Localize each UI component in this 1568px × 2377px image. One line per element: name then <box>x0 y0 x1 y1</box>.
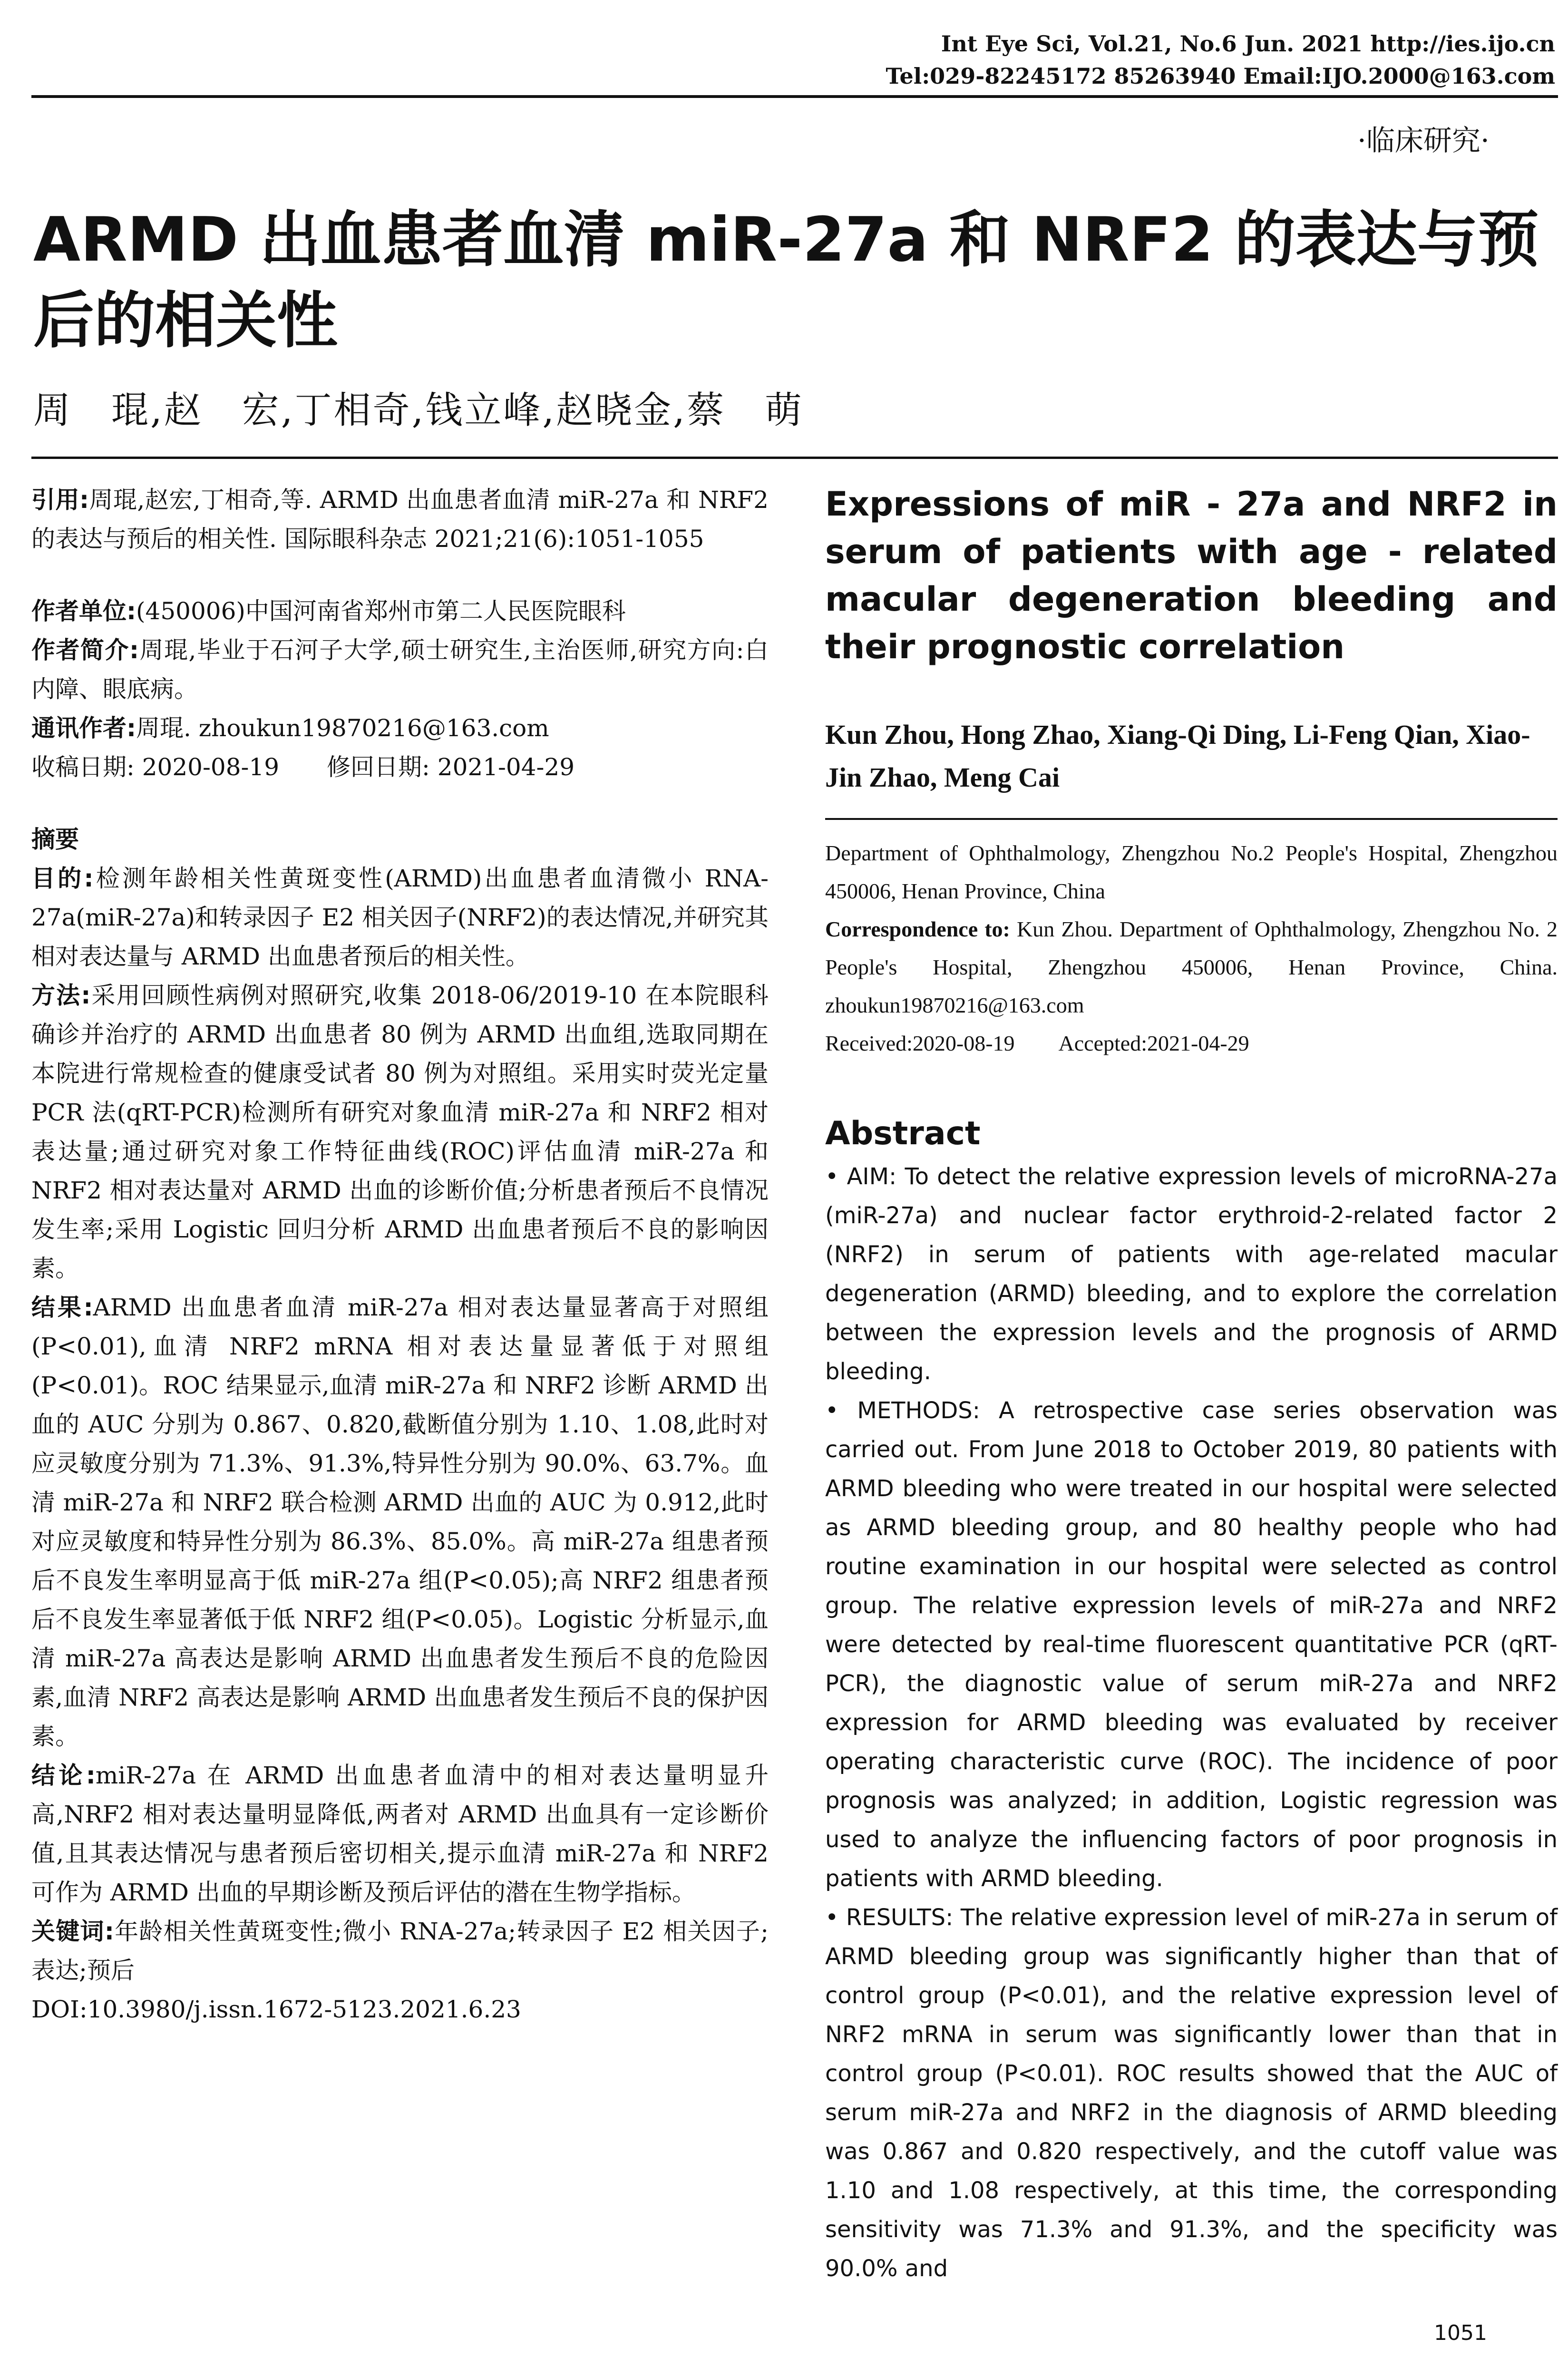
article-title-cn: ARMD 出血患者血清 miR-27a 和 NRF2 的表达与预后的相关性 <box>33 205 1539 356</box>
article-title-en: Expressions of miR - 27a and NRF2 in serum of patients with age - related macular degeneration bleeding and their prognostic correlation <box>825 485 1558 666</box>
abstract-results-en: • RESULTS: The relative expression level of miR-27a in serum of ARMD bleeding group was significantly higher than that of control group (P<0.01), and the relative expression level of NRF2 mRNA in serum was significantly lower than that in control group (P<0.01). ROC results showed that the AUC of serum miR-27a and NRF2 in the diagnosis of ARMD bleeding was 0.867 and 0.820 respectively, and the cutoff value was 1.10 and 1.08 respectively, at this time, the corresponding sensitivity was 71.3% and 91.3%, and the specificity was 90.0% and <box>825 1904 1558 2282</box>
corresponding-author-label: 通讯作者: <box>31 714 136 742</box>
keywords-label: 关键词: <box>31 1918 114 1945</box>
affiliation <box>31 592 769 631</box>
aim-text: 检测年龄相关性黄斑变性(ARMD)出血患者血清微小 RNA-27a(miR-27a)和转录因子 E2 相关因子(NRF2)的表达情况,并研究其相对表达量与 ARMD 出血患者预后的相关性。 <box>31 865 769 970</box>
citation-text: 周琨,赵宏,丁相奇,等. ARMD 出血患者血清 miR-27a 和 NRF2 的表达与预后的相关性. 国际眼科杂志 2021;21(6):1051-1055 <box>31 486 769 553</box>
corresponding-author-text: 周琨. zhoukun19870216@163.com <box>136 714 549 742</box>
left-column <box>31 480 769 2029</box>
corresponding-author <box>31 709 769 748</box>
affiliation-text: (450006)中国河南省郑州市第二人民医院眼科 <box>136 597 626 625</box>
journal-contact: Tel:029-82245172 85263940 Email:IJO.2000@163.com <box>886 63 1555 89</box>
authors-en: Kun Zhou, Hong Zhao, Xiang-Qi Ding, Li-Feng Qian, Xiao-Jin Zhao, Meng Cai <box>825 719 1530 793</box>
right-column <box>825 480 1558 2288</box>
author-bio-label: 作者简介: <box>31 636 139 664</box>
conclusion-text: miR-27a 在 ARMD 出血患者血清中的相对表达量明显升高,NRF2 相对表达量明显降低,两者对 ARMD 出血具有一定诊断价值,且其表达情况与患者预后密切相关,提示血清 miR-27a 和 NRF2 可作为 ARMD 出血的早期诊断及预后评估的潜在生物学指标。 <box>31 1762 769 1906</box>
page-number: 1051 <box>1434 2321 1487 2345</box>
keywords-text: 年龄相关性黄斑变性;微小 RNA-27a;转录因子 E2 相关因子;表达;预后 <box>31 1918 769 1984</box>
citation-label: 引用: <box>31 486 89 514</box>
aim-label: 目的: <box>31 865 94 892</box>
abstract-methods-cn <box>31 976 769 1288</box>
department-en: Department of Ophthalmology, Zhengzhou No.2 People's Hospital, Zhengzhou 450006, Henan Province, China <box>825 841 1558 903</box>
methods-label: 方法: <box>31 982 91 1009</box>
authors-rule <box>31 457 1558 459</box>
authors-cn: 周 琨,赵 宏,丁相奇,钱立峰,赵晓金,蔡 萌 <box>33 389 804 432</box>
citation <box>31 480 769 558</box>
journal-info: Int Eye Sci, Vol.21, No.6 Jun. 2021 http://ies.ijo.cn <box>941 31 1555 57</box>
section-label: ·临床研究· <box>1357 124 1490 157</box>
correspondence-en <box>825 910 1558 1024</box>
journal-header <box>870 28 1555 92</box>
abstract-methods-en: • METHODS: A retrospective case series observation was carried out. From June 2018 to October 2019, 80 patients with ARMD bleeding who were treated in our hospital were selected as ARMD bleeding group, and 80 healthy people who had routine examination in our hospital were selected as control group. The relative expression levels of miR-27a and NRF2 were detected by real-time fluorescent quantitative PCR (qRT-PCR), the diagnostic value of serum miR-27a and NRF2 expression for ARMD bleeding was evaluated by receiver operating characteristic curve (ROC). The incidence of poor prognosis was analyzed; in addition, Logistic regression was used to analyze the influencing factors of poor prognosis in patients with ARMD bleeding. <box>825 1397 1558 1892</box>
keywords-cn <box>31 1912 769 1990</box>
methods-text: 采用回顾性病例对照研究,收集 2018-06/2019-10 在本院眼科确诊并治疗的 ARMD 出血患者 80 例为 ARMD 出血组,选取同期在本院进行常规检查的健康受试者 80 例为对照组。采用实时荧光定量 PCR 法(qRT-PCR)检测所有研究对象血清 miR-27a 和 NRF2 相对表达量;通过研究对象工作特征曲线(ROC)评估血清 miR-27a 和 NRF2 相对表达量对 ARMD 出血的诊断价值;分析患者预后不良情况发生率;采用 Logistic 回归分析 ARMD 出血患者预后不良的影响因素。 <box>31 982 769 1282</box>
header-rule <box>31 95 1558 98</box>
results-label: 结果: <box>31 1294 93 1321</box>
received-accepted-en: Received:2020-08-19 Accepted:2021-04-29 <box>825 1031 1249 1055</box>
affiliation-label: 作者单位: <box>31 597 136 625</box>
correspondence-label: Correspondence to: <box>825 917 1010 941</box>
abstract-aim-en: • AIM: To detect the relative expression levels of microRNA-27a (miR-27a) and nuclear factor erythroid-2-related factor 2 (NRF2) in serum of patients with age-related macular degeneration (ARMD) bleeding, and to explore the correlation between the expression levels and the prognosis of ARMD bleeding. <box>825 1163 1558 1385</box>
doi: DOI:10.3980/j.issn.1672-5123.2021.6.23 <box>31 1996 521 2023</box>
author-bio-text: 周琨,毕业于石河子大学,硕士研究生,主治医师,研究方向:白内障、眼底病。 <box>31 636 769 703</box>
author-bio <box>31 631 769 709</box>
conclusion-label: 结论: <box>31 1762 96 1789</box>
correspondence-text: Kun Zhou. Department of Ophthalmology, Zhengzhou No. 2 People's Hospital, Zhengzhou 450006, Henan Province, China. zhoukun19870216@163.com <box>825 917 1558 1017</box>
abstract-aim-cn <box>31 859 769 976</box>
abstract-heading-en: Abstract <box>825 1115 981 1152</box>
right-column-rule <box>825 818 1558 820</box>
abstract-heading-cn: 摘要 <box>31 826 79 853</box>
abstract-conclusion-cn <box>31 1756 769 1912</box>
received-dates-cn: 收稿日期: 2020-08-19 修回日期: 2021-04-29 <box>31 753 575 781</box>
abstract-results-cn <box>31 1288 769 1756</box>
results-text: ARMD 出血患者血清 miR-27a 相对表达量显著高于对照组(P<0.01),血清 NRF2 mRNA 相对表达量显著低于对照组(P<0.01)。ROC 结果显示,血清 miR-27a 和 NRF2 诊断 ARMD 出血的 AUC 分别为 0.867、0.820,截断值分别为 1.10、1.08,此时对应灵敏度分别为 71.3%、91.3%,特异性分别为 90.0%、63.7%。血清 miR-27a 和 NRF2 联合检测 ARMD 出血的 AUC 为 0.912,此时对应灵敏度和特异性分别为 86.3%、85.0%。高 miR-27a 组患者预后不良发生率明显高于低 miR-27a 组(P<0.05);高 NRF2 组患者预后不良发生率显著低于低 NRF2 组(P<0.05)。Logistic 分析显示,血清 miR-27a 高表达是影响 ARMD 出血患者发生预后不良的危险因素,血清 NRF2 高表达是影响 ARMD 出血患者发生预后不良的保护因素。 <box>31 1294 769 1750</box>
